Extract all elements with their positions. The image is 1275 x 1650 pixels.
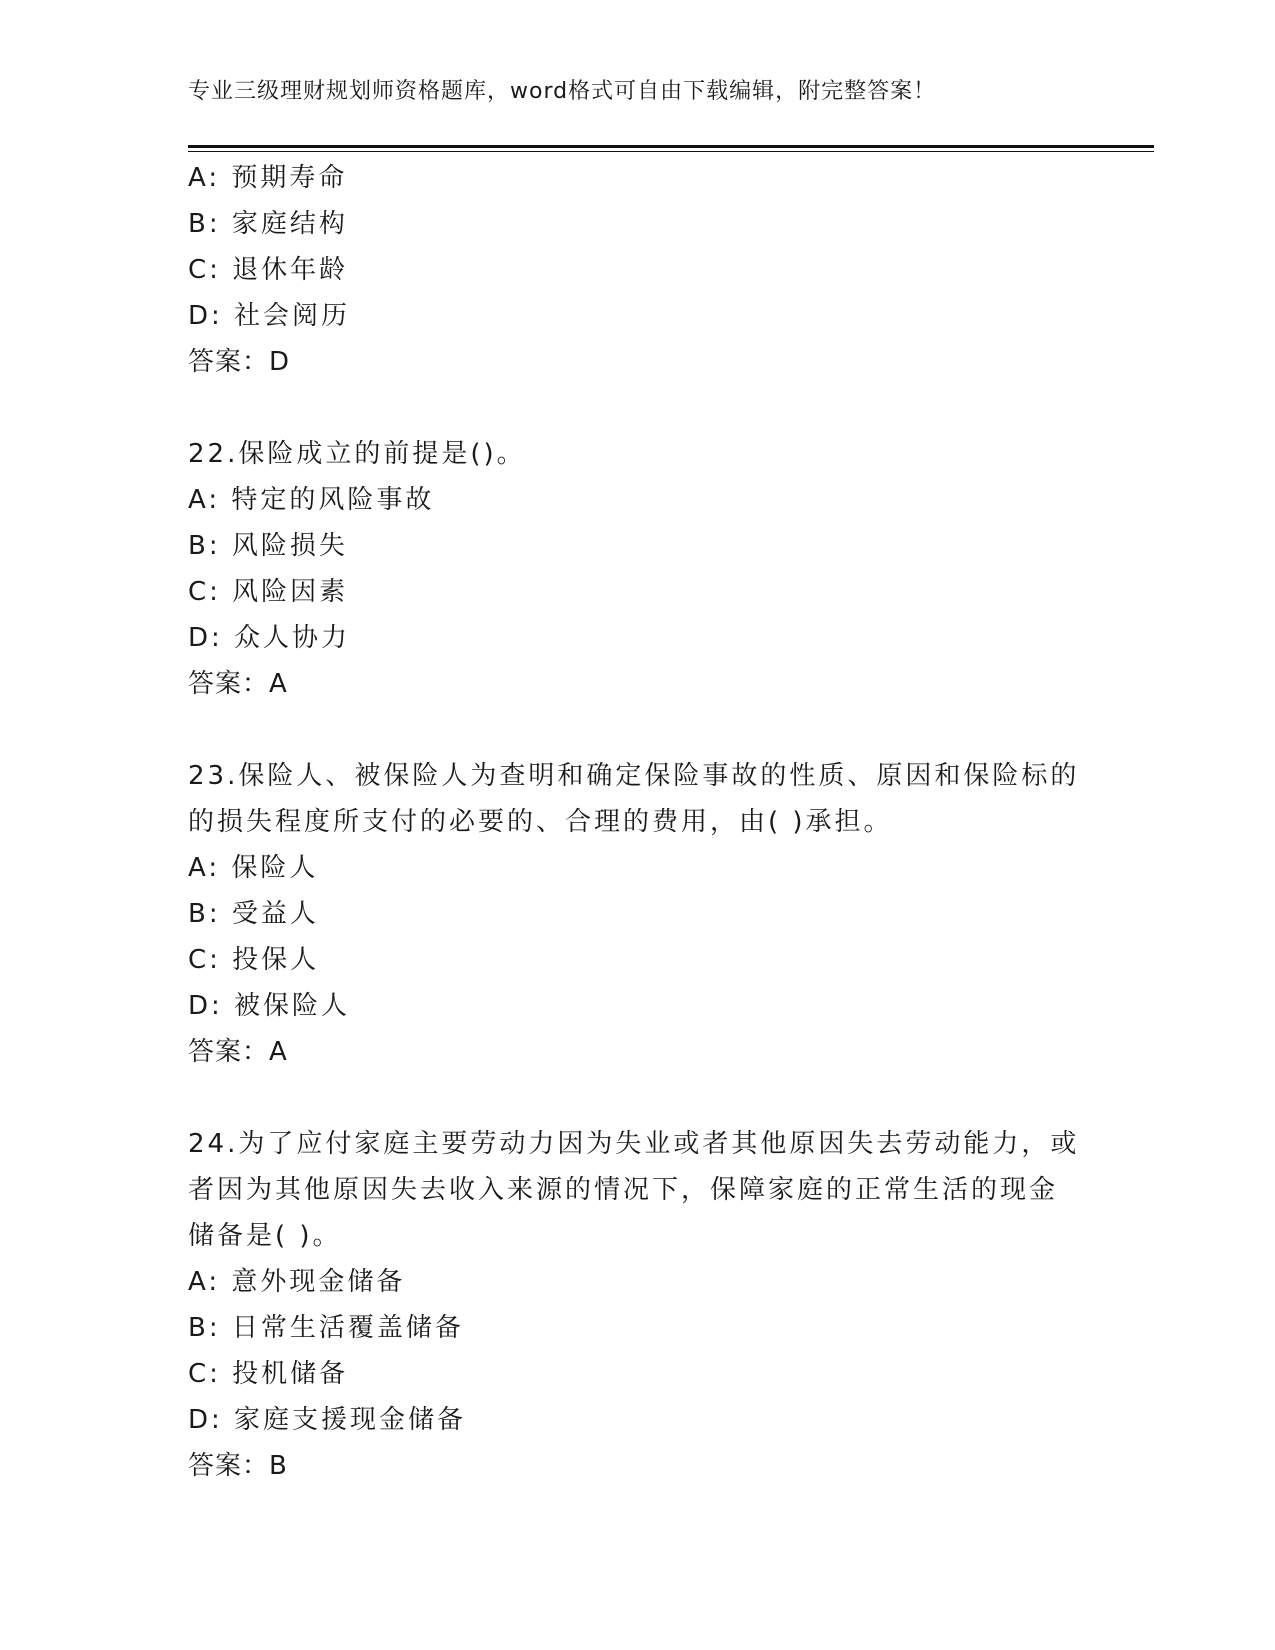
- spacer: [188, 385, 1088, 431]
- option-b: B: 家庭结构: [188, 209, 348, 239]
- answer: 答案：B: [188, 1451, 288, 1481]
- question-block-23: [188, 753, 1088, 1075]
- option-a: A: 预期寿命: [188, 163, 348, 193]
- option-d: D: 众人协力: [188, 623, 351, 653]
- question-stem-line-3: 储备是( )。: [188, 1221, 342, 1251]
- header-rule: [188, 145, 1154, 148]
- page-header: 专业三级理财规划师资格题库，word格式可自由下载编辑，附完整答案！: [188, 79, 937, 104]
- question-block-22: [188, 431, 1088, 707]
- header-rule-thin: [188, 151, 1154, 152]
- question-stem: 22.保险成立的前提是()。: [188, 439, 526, 469]
- spacer: [188, 1075, 1088, 1121]
- option-c: C: 投保人: [188, 945, 320, 975]
- question-stem-line-2: 者因为其他原因失去收入来源的情况下，保障家庭的正常生活的现金: [188, 1175, 1059, 1205]
- question-stem-line-1: 23.保险人、被保险人为查明和确定保险事故的性质、原因和保险标的: [188, 761, 1080, 791]
- option-a: A: 保险人: [188, 853, 319, 883]
- answer: 答案：A: [188, 1037, 288, 1067]
- option-a: A: 意外现金储备: [188, 1267, 406, 1297]
- option-c: C: 退休年龄: [188, 255, 349, 285]
- spacer: [188, 707, 1088, 753]
- question-block-prev: [188, 155, 1088, 385]
- answer: 答案：A: [188, 669, 288, 699]
- question-block-24: [188, 1121, 1088, 1489]
- option-c: C: 风险因素: [188, 577, 349, 607]
- option-b: B: 风险损失: [188, 531, 348, 561]
- answer: 答案：D: [188, 347, 291, 377]
- option-d: D: 家庭支援现金储备: [188, 1405, 467, 1435]
- option-d: D: 被保险人: [188, 991, 351, 1021]
- option-d: D: 社会阅历: [188, 301, 351, 331]
- question-stem-line-1: 24.为了应付家庭主要劳动力因为失业或者其他原因失去劳动能力，或: [188, 1129, 1080, 1159]
- option-a: A: 特定的风险事故: [188, 485, 435, 515]
- option-b: B: 受益人: [188, 899, 319, 929]
- option-b: B: 日常生活覆盖储备: [188, 1313, 464, 1343]
- question-stem-line-2: 的损失程度所支付的必要的、合理的费用，由( )承担。: [188, 807, 893, 837]
- option-c: C: 投机储备: [188, 1359, 349, 1389]
- question-list: [188, 155, 1088, 1489]
